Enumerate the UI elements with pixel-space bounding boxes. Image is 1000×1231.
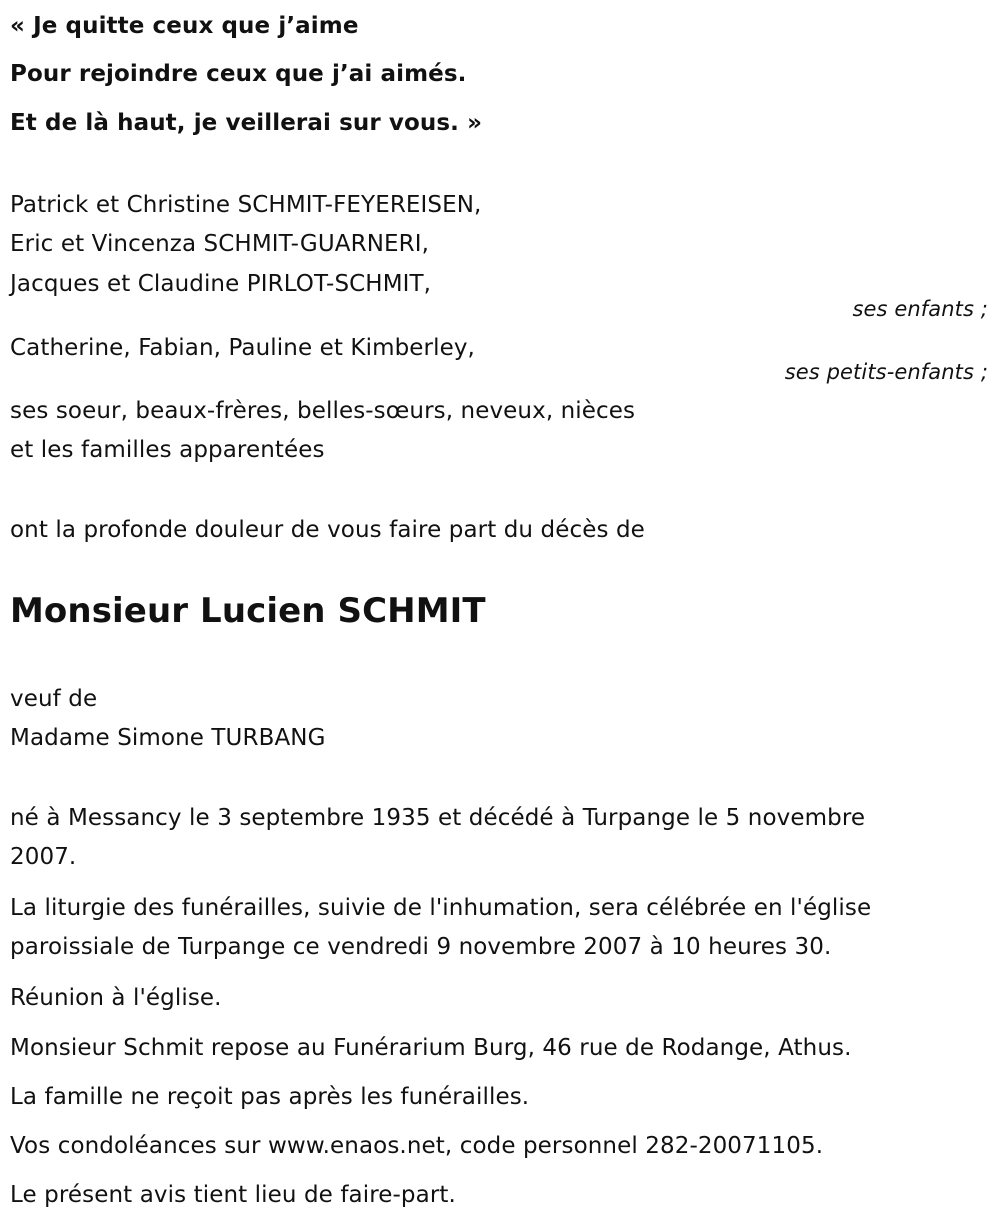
grandchildren: Catherine, Fabian, Pauline et Kimberley, xyxy=(10,335,475,361)
funeral-info: La liturgie des funérailles, suivie de l'inhumation, sera célébrée en l'église xyxy=(10,895,872,921)
announcement: ont la profonde douleur de vous faire part du décès de xyxy=(10,517,645,543)
child-3: Jacques et Claudine PIRLOT-SCHMIT, xyxy=(10,271,432,297)
quote-line-1: « Je quitte ceux que j’aime xyxy=(10,13,359,39)
deceased-name: Monsieur Lucien SCHMIT xyxy=(10,591,486,631)
children-label: ses enfants ; xyxy=(852,297,988,321)
reception-info: La famille ne reçoit pas après les funérailles. xyxy=(10,1084,530,1110)
funerarium-info: Monsieur Schmit repose au Funérarium Burg, 46 rue de Rodange, Athus. xyxy=(10,1035,852,1061)
grandchildren-label: ses petits-enfants ; xyxy=(784,360,988,384)
child-1: Patrick et Christine SCHMIT-FEYEREISEN, xyxy=(10,192,482,218)
child-2: Eric et Vincenza SCHMIT-GUARNERI, xyxy=(10,231,430,257)
notice-info: Le présent avis tient lieu de faire-part. xyxy=(10,1182,456,1208)
widower-line-2: Madame Simone TURBANG xyxy=(10,725,326,751)
family-line-1: ses soeur, beaux-frères, belles-sœurs, neveux, nièces xyxy=(10,398,636,424)
quote-line-2: Pour rejoindre ceux que j’ai aimés. xyxy=(10,61,467,87)
family-line-2: et les familles apparentées xyxy=(10,437,325,463)
birth-death: né à Messancy le 3 septembre 1935 et décédé à Turpange le 5 novembre xyxy=(10,805,866,831)
birth-death-cont: 2007. xyxy=(10,844,77,870)
quote-line-3: Et de là haut, je veillerai sur vous. » xyxy=(10,110,483,136)
widower-line-1: veuf de xyxy=(10,686,98,712)
meeting-info: Réunion à l'église. xyxy=(10,985,222,1011)
funeral-info-cont: paroissiale de Turpange ce vendredi 9 novembre 2007 à 10 heures 30. xyxy=(10,934,832,960)
condolences-info: Vos condoléances sur www.enaos.net, code personnel 282-20071105. xyxy=(10,1133,824,1159)
